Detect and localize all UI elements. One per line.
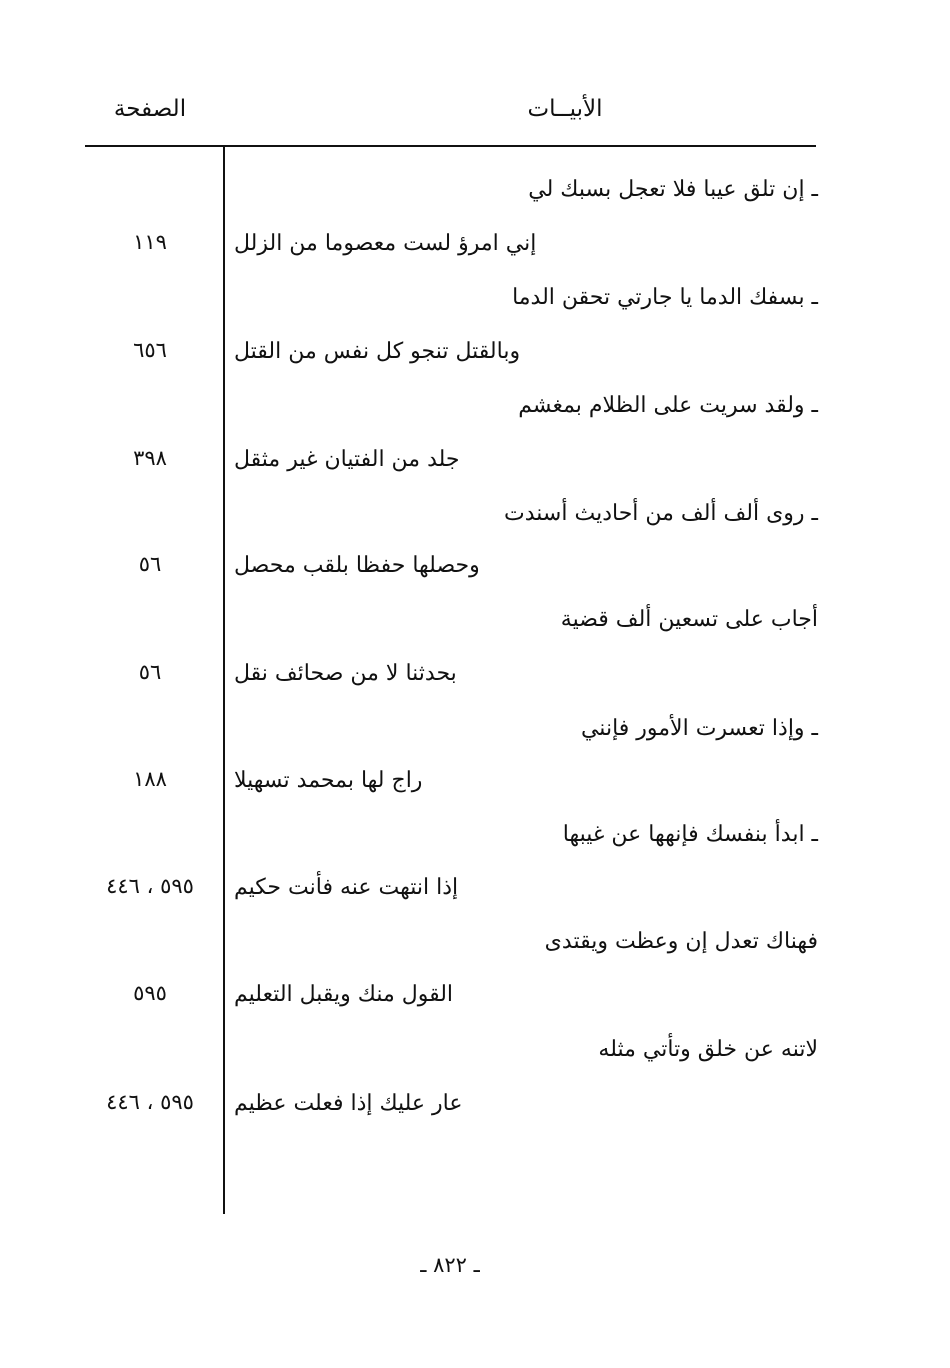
verse-second-half: عار عليك إذا فعلت عظيم xyxy=(234,1091,463,1116)
page-reference: ٥٩٥ ، ٤٤٦ xyxy=(106,1090,194,1114)
verse-second-half: وحصلها حفظا بلقب محصل xyxy=(234,553,480,578)
verse-first-half: فهناك تعدل إن وعظت ويقتدى xyxy=(544,929,818,954)
verse-first-half: أجاب على تسعين ألف قضية xyxy=(560,607,818,632)
column-header-page: الصفحة xyxy=(113,96,187,122)
verse-second-half: إذا انتهت عنه فأنت حكيم xyxy=(234,875,459,900)
verse-first-half-row xyxy=(0,173,950,227)
page-reference: ١١٩ xyxy=(133,230,167,254)
verse-second-half-wrap xyxy=(234,443,794,477)
verse-first-half-row xyxy=(0,603,950,657)
verse-first-half-row xyxy=(0,389,950,443)
verse-second-half-wrap xyxy=(234,764,794,798)
verse-second-half-wrap xyxy=(234,657,794,691)
verse-second-half-row xyxy=(0,871,950,925)
column-header-verses: الأبيــات xyxy=(527,96,603,122)
verse-second-half-row xyxy=(0,978,950,1032)
verse-first-half: ـ إن تلق عيبا فلا تعجل بسبك لي xyxy=(528,177,818,202)
verse-first-half-row xyxy=(0,925,950,979)
verse-second-half-wrap xyxy=(234,227,794,261)
verse-second-half-row xyxy=(0,1087,950,1141)
verse-second-half-wrap xyxy=(234,1087,794,1121)
verse-first-half: ـ ابدأ بنفسك فإنهها عن غيبها xyxy=(562,822,818,847)
page-reference: ٣٩٨ xyxy=(133,446,167,470)
verse-second-half: راج لها بمحمد تسهيلا xyxy=(234,768,423,793)
verse-first-half: ـ بسفك الدما يا جارتي تحقن الدما xyxy=(512,285,818,310)
verse-second-half-row xyxy=(0,443,950,497)
verse-second-half-wrap xyxy=(234,335,794,369)
page-reference: ٥٩٥ xyxy=(133,981,167,1005)
verse-second-half: القول منك ويقبل التعليم xyxy=(234,982,454,1007)
page-reference: ٥٦ xyxy=(138,660,162,684)
header-divider xyxy=(85,145,816,147)
verse-second-half-wrap xyxy=(234,978,794,1012)
verse-first-half: ـ روى ألف ألف من أحاديث أسندت xyxy=(504,501,818,526)
verse-second-half-row xyxy=(0,227,950,281)
verse-first-half-row xyxy=(0,818,950,872)
verse-second-half: وبالقتل تنجو كل نفس من القتل xyxy=(234,339,521,364)
verse-first-half-row xyxy=(0,281,950,335)
verse-first-half: ـ ولقد سريت على الظلام بمغشم xyxy=(518,393,818,418)
verse-first-half: لاتنه عن خلق وتأتي مثله xyxy=(598,1037,818,1062)
verse-second-half-row xyxy=(0,335,950,389)
verse-second-half: جلد من الفتيان غير مثقل xyxy=(234,447,460,472)
verse-second-half-row xyxy=(0,657,950,711)
verse-first-half-row xyxy=(0,1033,950,1087)
verse-second-half-row xyxy=(0,764,950,818)
verse-second-half-row xyxy=(0,549,950,603)
verse-first-half-row xyxy=(0,712,950,766)
verse-first-half: ـ وإذا تعسرت الأمور فإنني xyxy=(580,716,818,741)
verse-first-half-row xyxy=(0,497,950,551)
page-reference: ٥٦ xyxy=(138,552,162,576)
verse-second-half: إني امرؤ لست معصوما من الزلل xyxy=(234,231,537,256)
page-reference: ٥٩٥ ، ٤٤٦ xyxy=(106,874,194,898)
page-reference: ١٨٨ xyxy=(133,767,167,791)
verse-second-half-wrap xyxy=(234,549,794,583)
page-reference: ٦٥٦ xyxy=(133,338,167,362)
verse-second-half-wrap xyxy=(234,871,794,905)
verse-second-half: بحدثنا لا من صحائف نقل xyxy=(234,661,457,686)
page-number: ـ ٨٢٢ ـ xyxy=(420,1253,480,1277)
